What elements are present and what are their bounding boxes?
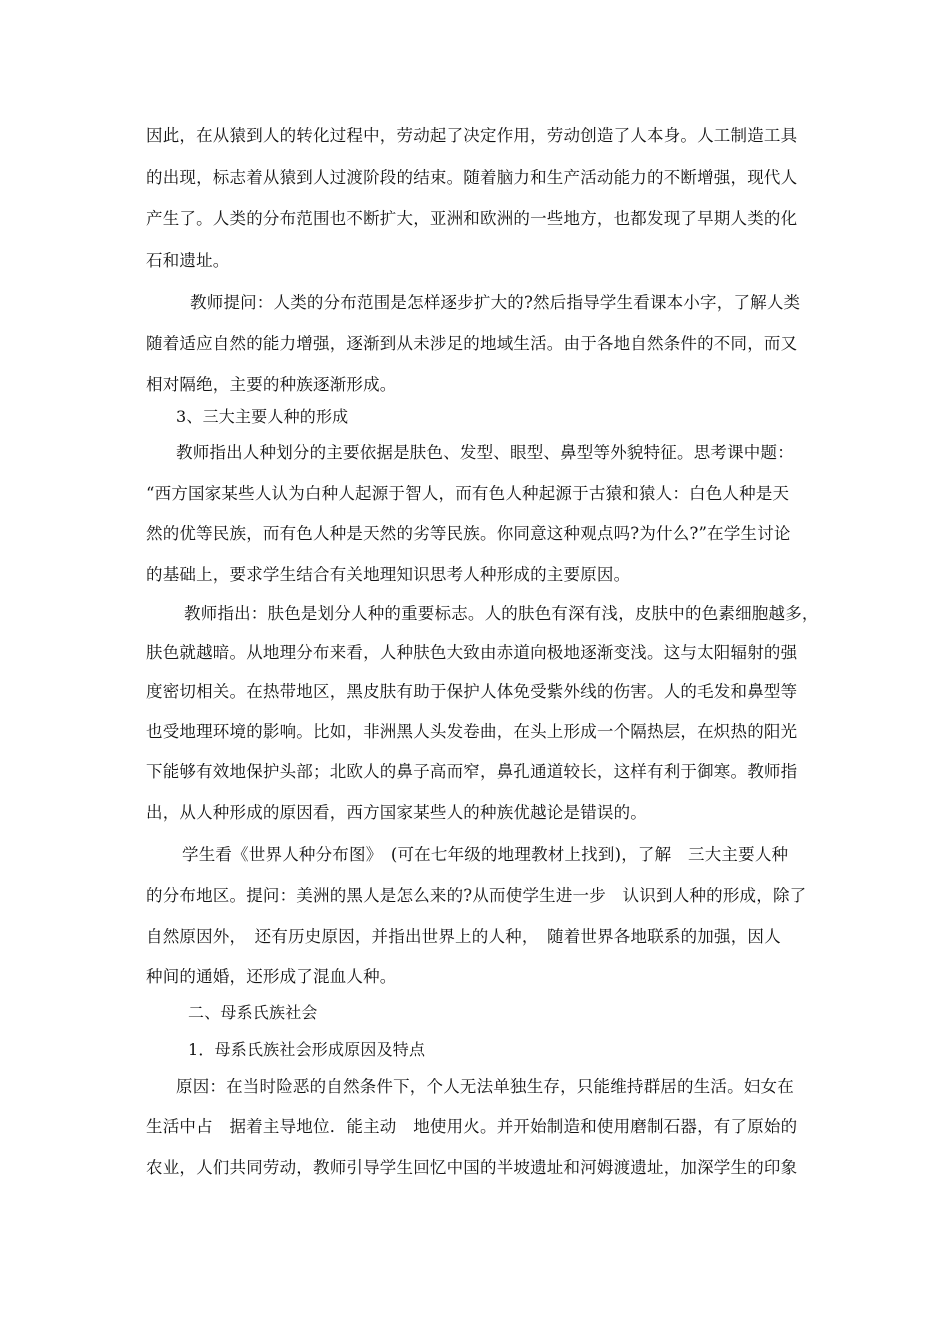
text-line: 也受地理环境的影响。比如，非洲黑人头发卷曲，在头上形成一个隔热层，在炽热的阳光 <box>146 722 798 741</box>
text-line: 随着适应自然的能力增强，逐渐到从未涉足的地域生活。由于各地自然条件的不同，而又 <box>146 334 798 353</box>
text-line: 学生看《世界人种分布图》 (可在七年级的地理教材上找到)，了解 三大主要人种 <box>182 845 789 864</box>
text-line: 的出现，标志着从猿到人过渡阶段的结束。随着脑力和生产活动能力的不断增强，现代人 <box>146 168 798 187</box>
text-line: 农业，人们共同劳动，教师引导学生回忆中国的半坡遗址和河姆渡遗址，加深学生的印象 <box>146 1158 798 1177</box>
text-line: 肤色就越暗。从地理分布来看，人种肤色大致由赤道向极地逐渐变浅。这与太阳辐射的强 <box>146 643 798 662</box>
text-line: 教师提问：人类的分布范围是怎样逐步扩大的?然后指导学生看课本小字，了解人类 <box>190 293 801 312</box>
text-line: 教师指出：肤色是划分人种的重要标志。人的肤色有深有浅，皮肤中的色素细胞越多， <box>184 604 819 623</box>
text-line: 相对隔绝，主要的种族逐渐形成。 <box>146 375 397 394</box>
text-line: 因此，在从猿到人的转化过程中，劳动起了决定作用，劳动创造了人本身。人工制造工具 <box>146 126 798 145</box>
text-line: 生活中占 据着主导地位．能主动 地使用火。并开始制造和使用磨制石器，有了原始的 <box>146 1117 798 1136</box>
section-heading: 3、三大主要人种的形成 <box>176 407 349 426</box>
text-line: 自然原因外， 还有历史原因，并指出世界上的人种， 随着世界各地联系的加强，因人 <box>146 927 781 946</box>
text-line: 原因：在当时险恶的自然条件下，个人无法单独生存，只能维持群居的生活。妇女在 <box>176 1077 794 1096</box>
text-line: “西方国家某些人认为白种人起源于智人，而有色人种起源于古猿和猿人：白色人种是天 <box>146 484 790 503</box>
text-line: 产生了。人类的分布范围也不断扩大，亚洲和欧洲的一些地方，也都发现了早期人类的化 <box>146 209 798 228</box>
text-line: 然的优等民族，而有色人种是天然的劣等民族。你同意这种观点吗?为什么?”在学生讨论 <box>146 524 791 543</box>
text-line: 教师指出人种划分的主要依据是肤色、发型、眼型、鼻型等外貌特征。思考课中题： <box>176 443 794 462</box>
text-line: 的基础上，要求学生结合有关地理知识思考人种形成的主要原因。 <box>146 565 631 584</box>
text-line: 石和遗址。 <box>146 251 230 270</box>
section-heading: 二、母系氏族社会 <box>188 1003 318 1022</box>
subsection-heading: 1．母系氏族社会形成原因及特点 <box>188 1040 426 1059</box>
text-line: 的分布地区。提问：美洲的黑人是怎么来的?从而使学生进一步 认识到人种的形成，除了 <box>146 886 807 905</box>
text-line: 出，从人种形成的原因看，西方国家某些人的种族优越论是错误的。 <box>146 803 647 822</box>
text-line: 种间的通婚，还形成了混血人种。 <box>146 967 397 986</box>
text-line: 度密切相关。在热带地区，黑皮肤有助于保护人体免受紫外线的伤害。人的毛发和鼻型等 <box>146 682 798 701</box>
text-line: 下能够有效地保护头部；北欧人的鼻子高而窄，鼻孔通道较长，这样有利于御寒。教师指 <box>146 762 798 781</box>
